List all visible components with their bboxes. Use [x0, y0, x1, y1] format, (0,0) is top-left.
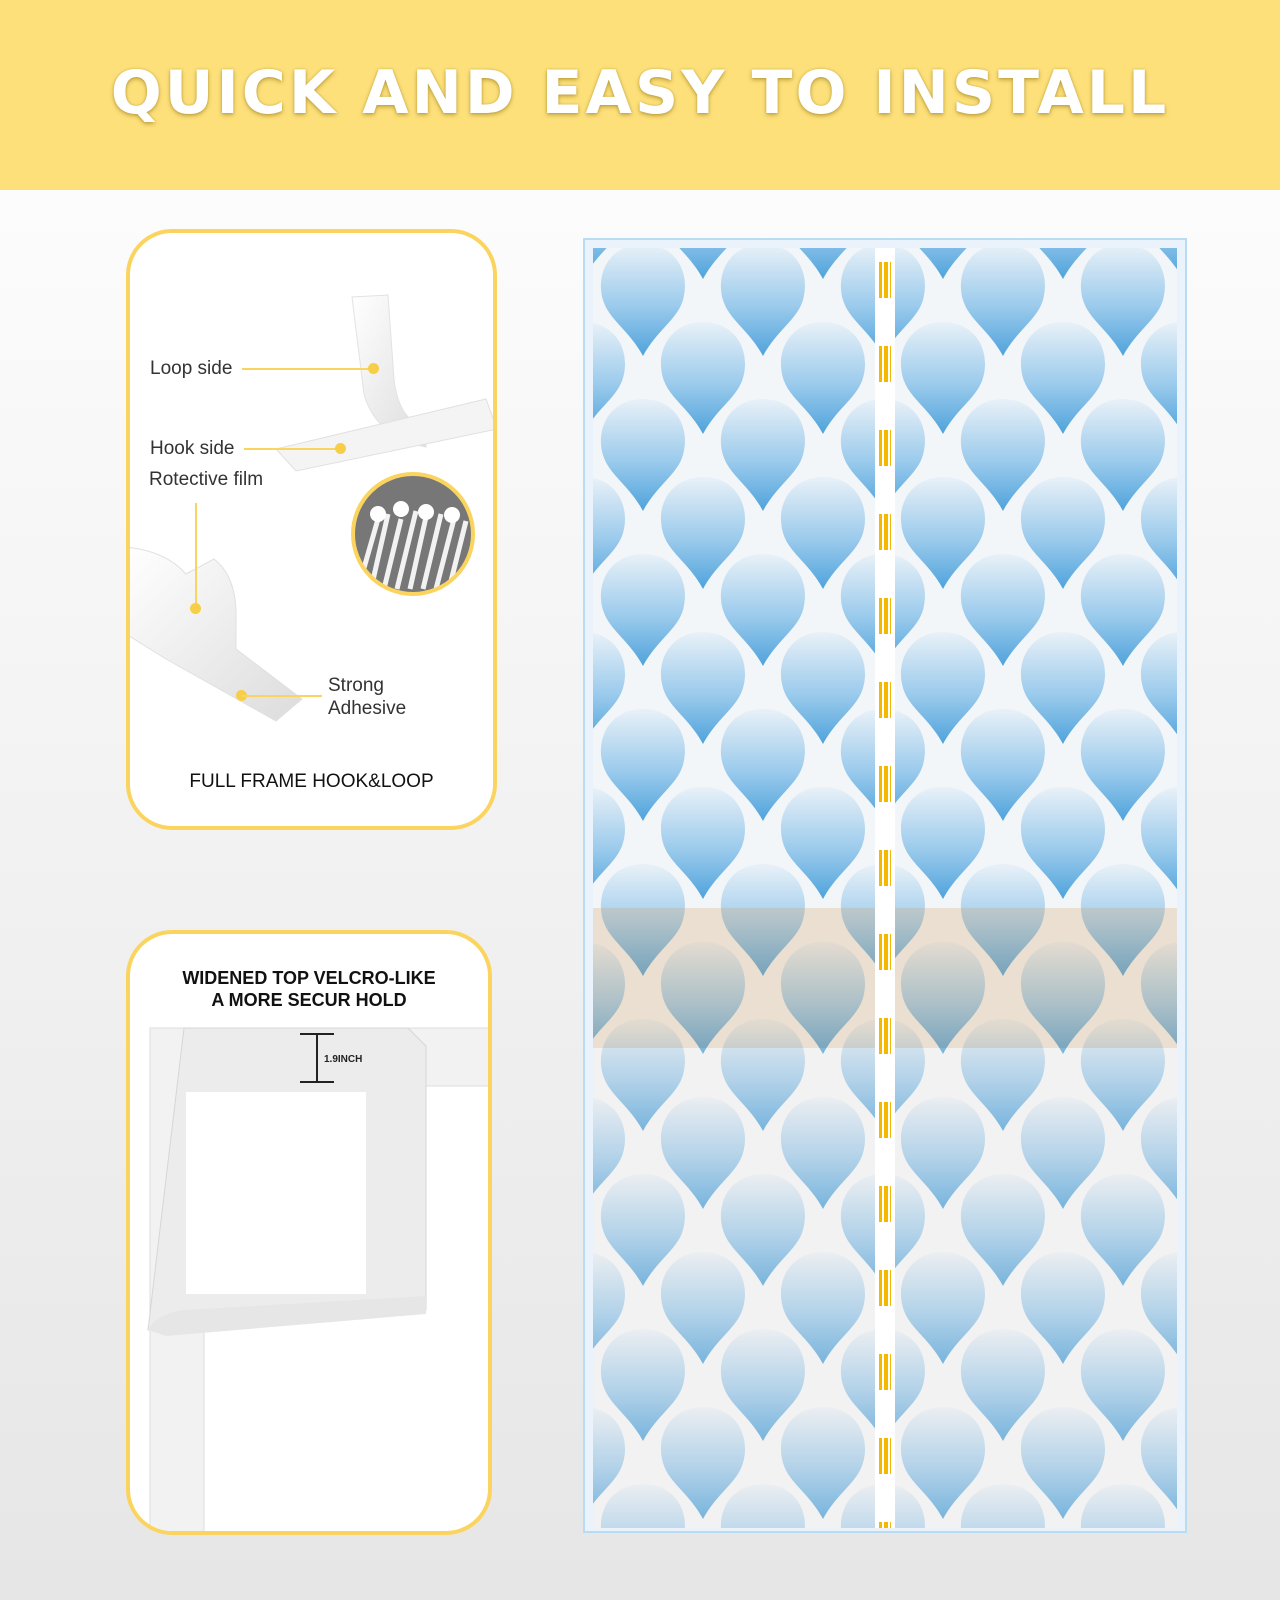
loop-side-dot	[368, 363, 379, 374]
velcro-title-2: A MORE SECUR HOLD	[211, 990, 407, 1010]
protective-film-dot	[190, 603, 201, 614]
hook-loop-caption: FULL FRAME HOOK&LOOP	[189, 771, 434, 792]
velcro-card	[126, 930, 492, 1535]
measure-label: 1.9INCH	[324, 1054, 363, 1065]
header-banner	[0, 0, 1280, 190]
protective-film-label: Rotective film	[149, 469, 264, 490]
banner-title: QUICK AND EASY TO INSTALL	[110, 58, 1170, 128]
hook-loop-card	[126, 229, 497, 830]
strong-adhesive-leader	[242, 695, 322, 697]
hook-side-dot	[335, 443, 346, 454]
magnetic-screen-door	[583, 238, 1187, 1533]
hook-loop-illustration	[126, 229, 497, 830]
loop-side-leader	[242, 368, 374, 370]
hook-side-label: Hook side	[150, 438, 235, 459]
velcro-title-1: WIDENED TOP VELCRO-LIKE	[182, 968, 436, 988]
strong-adhesive-label-2: Adhesive	[328, 698, 407, 719]
loop-side-label: Loop side	[150, 358, 233, 379]
velcro-frame-illustration	[126, 930, 492, 1535]
strong-adhesive-label-1: Strong	[328, 675, 384, 696]
protective-film-leader	[195, 503, 197, 609]
hook-side-leader	[244, 448, 340, 450]
